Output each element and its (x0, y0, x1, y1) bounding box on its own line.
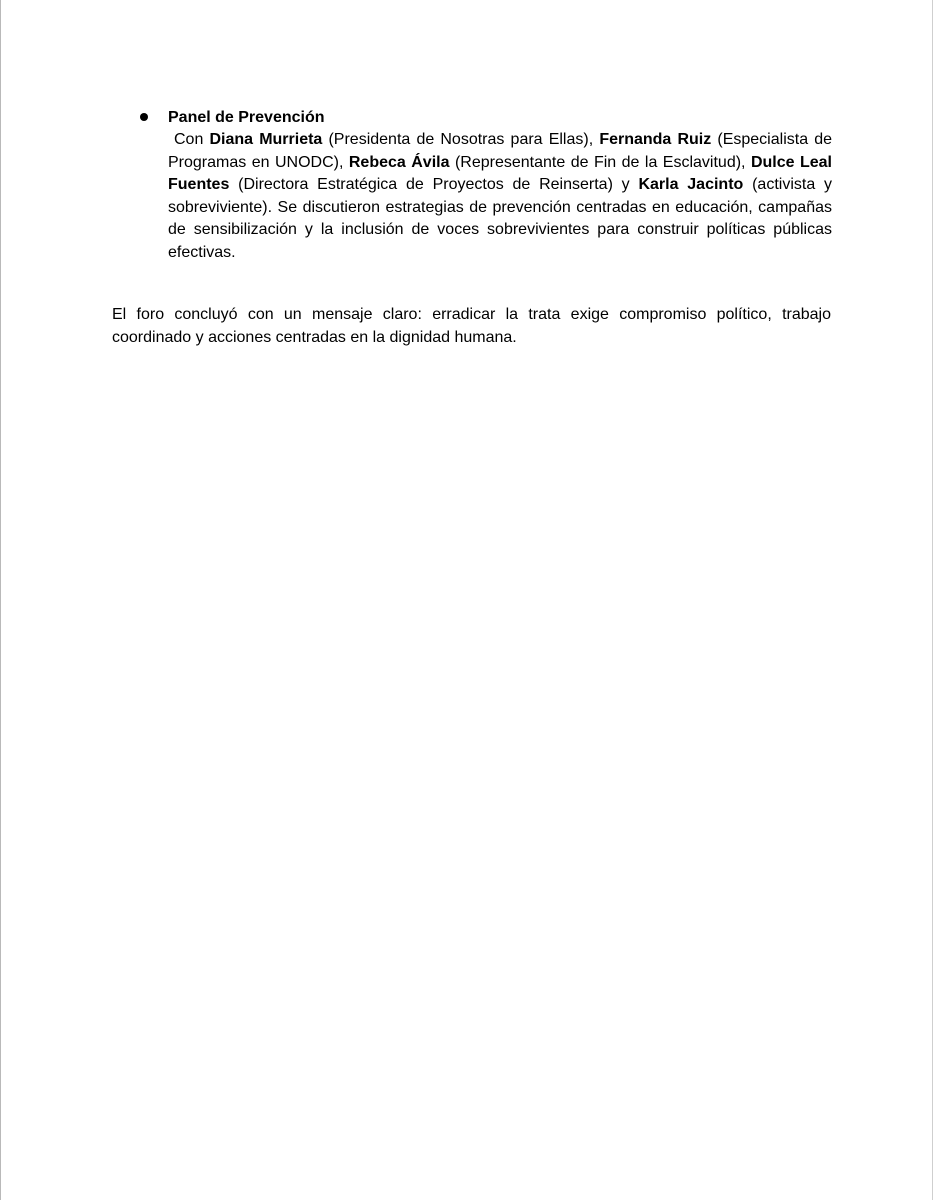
panelist-name: Fernanda Ruiz (599, 131, 712, 148)
bullet-icon (140, 113, 148, 121)
panel-body (168, 107, 832, 264)
closing-paragraph: El foro concluyó con un mensaje claro: erradicar la trata exige compromiso político, trabajo coordinado y acciones centradas en la dignidad humana. (112, 306, 831, 346)
panelist-name: Diana Murrieta (209, 131, 323, 148)
panelist-name: Dulce Leal Fuentes (168, 153, 832, 193)
page-left-edge (0, 0, 1, 1200)
panelist-name: Rebeca Ávila (348, 153, 450, 171)
panel-text-segment: (activista y sobreviviente). Se discutieron estrategias de prevención centradas en educación, campañas de sensibilización y la inclusión de voces sobrevivientes para construir políticas públicas efectivas. (168, 176, 832, 261)
panel-title: Panel de Prevención (168, 109, 325, 126)
panel-description (168, 129, 832, 264)
panel-text-segment: Con (174, 131, 210, 148)
panel-text-segment: (Directora Estratégica de Proyectos de Reinserta) y (229, 176, 639, 193)
panel-text-segment: (Especialista de Programas en UNODC), (168, 131, 833, 171)
panelist-name: Karla Jacinto (638, 176, 744, 193)
panel-text-segment: (Presidenta de Nosotras para Ellas), (322, 131, 600, 148)
panel-text-segment: (Representante de Fin de la Esclavitud), (449, 153, 751, 171)
